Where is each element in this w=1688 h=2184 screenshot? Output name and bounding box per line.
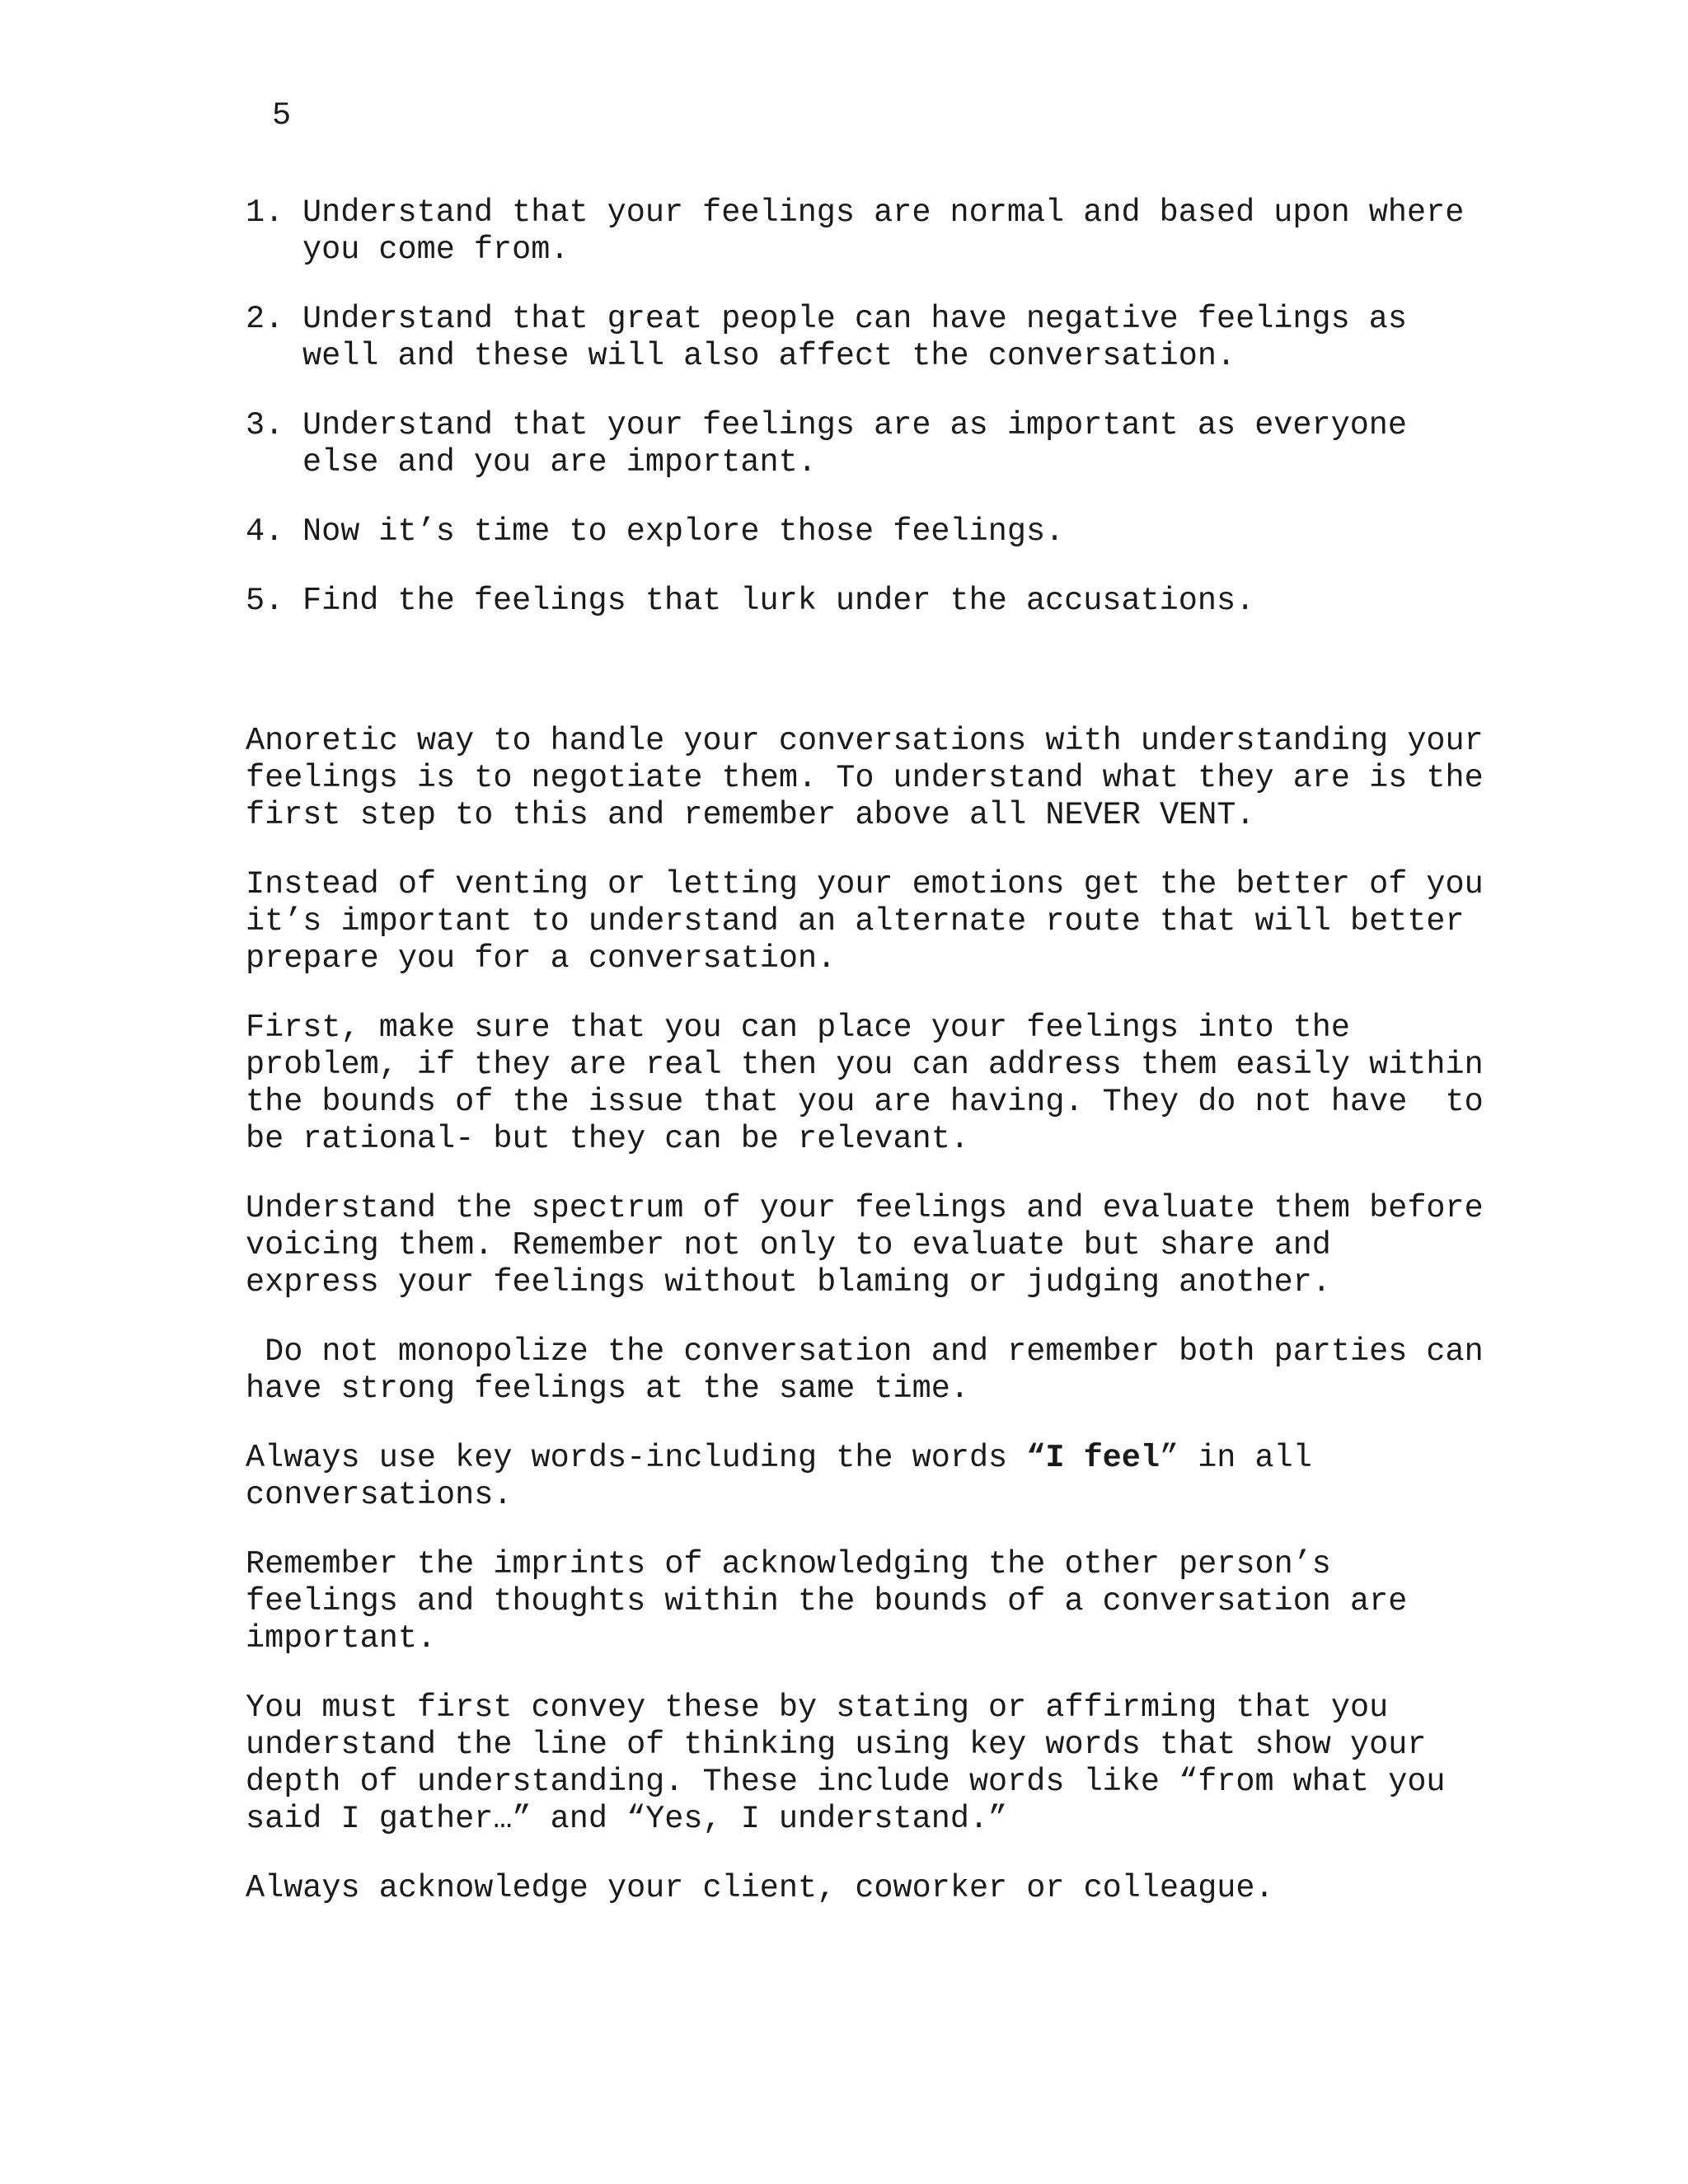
list-item-number: 3.: [246, 407, 284, 443]
list-item-number: 5.: [246, 583, 284, 619]
paragraph-place-feelings: First, make sure that you can place your feelings into the problem, if they are real then you can address them easily within the bounds of the issue that you are having. They do not have to be rational- but they can be relevant.: [246, 1010, 1484, 1157]
page-number: 5: [272, 97, 292, 134]
body-text: [246, 723, 1564, 1939]
list-item-text: Now it’s time to explore those feelings.: [302, 513, 1065, 550]
list-item: [246, 513, 1548, 551]
paragraph-instead-of-venting: Instead of venting or letting your emotions get the better of you it’s important to understand an alternate route that will better prepare you for a conversation.: [246, 866, 1484, 977]
list-item-text: Find the feelings that lurk under the accusations.: [302, 583, 1255, 619]
list-item-text: Understand that your feelings are as important as everyone else and you are important.: [302, 407, 1408, 480]
i-feel-phrase: “I feel: [1026, 1440, 1160, 1476]
paragraph-spectrum-of-feelings: Understand the spectrum of your feelings and evaluate them before voicing them. Remember not only to evaluate but share and express your feelings without blaming or judging another.: [246, 1190, 1484, 1301]
paragraph-always-acknowledge: Always acknowledge your client, coworker or colleague.: [246, 1870, 1274, 1906]
key-words-text-end: ” in all conversations.: [246, 1440, 1312, 1513]
list-item-number: 1.: [246, 194, 284, 231]
list-item-text: Understand that your feelings are normal and based upon where you come from.: [302, 194, 1465, 268]
key-words-text-start: Always use key words-including the words: [246, 1440, 1027, 1476]
list-item: [246, 583, 1548, 620]
paragraph-do-not-monopolize: Do not monopolize the conversation and remember both parties can have strong feelings at the same time.: [246, 1333, 1484, 1407]
paragraph-convey-understanding: You must first convey these by stating or affirming that you understand the line of thinking using key words that show your depth of understanding. These include words like “from what you said I gather…” and “Yes, I understand.”: [246, 1690, 1446, 1837]
list-item: [246, 194, 1548, 269]
numbered-list: [246, 194, 1548, 652]
paragraph-negotiate-feelings: Anoretic way to handle your conversations with understanding your feelings is to negotiate them. To understand what they are is the first step to this and remember above all NEVER VENT.: [246, 723, 1484, 833]
list-item-number: 2.: [246, 301, 284, 337]
list-item-text: Understand that great people can have negative feelings as well and these will also affect the conversation.: [302, 301, 1408, 374]
paragraph-acknowledging-imprints: Remember the imprints of acknowledging the other person’s feelings and thoughts within the bounds of a conversation are important.: [246, 1546, 1408, 1657]
list-item-number: 4.: [246, 513, 284, 550]
list-item: [246, 407, 1548, 481]
list-item: [246, 301, 1548, 375]
paragraph-key-words: [246, 1440, 1564, 1514]
